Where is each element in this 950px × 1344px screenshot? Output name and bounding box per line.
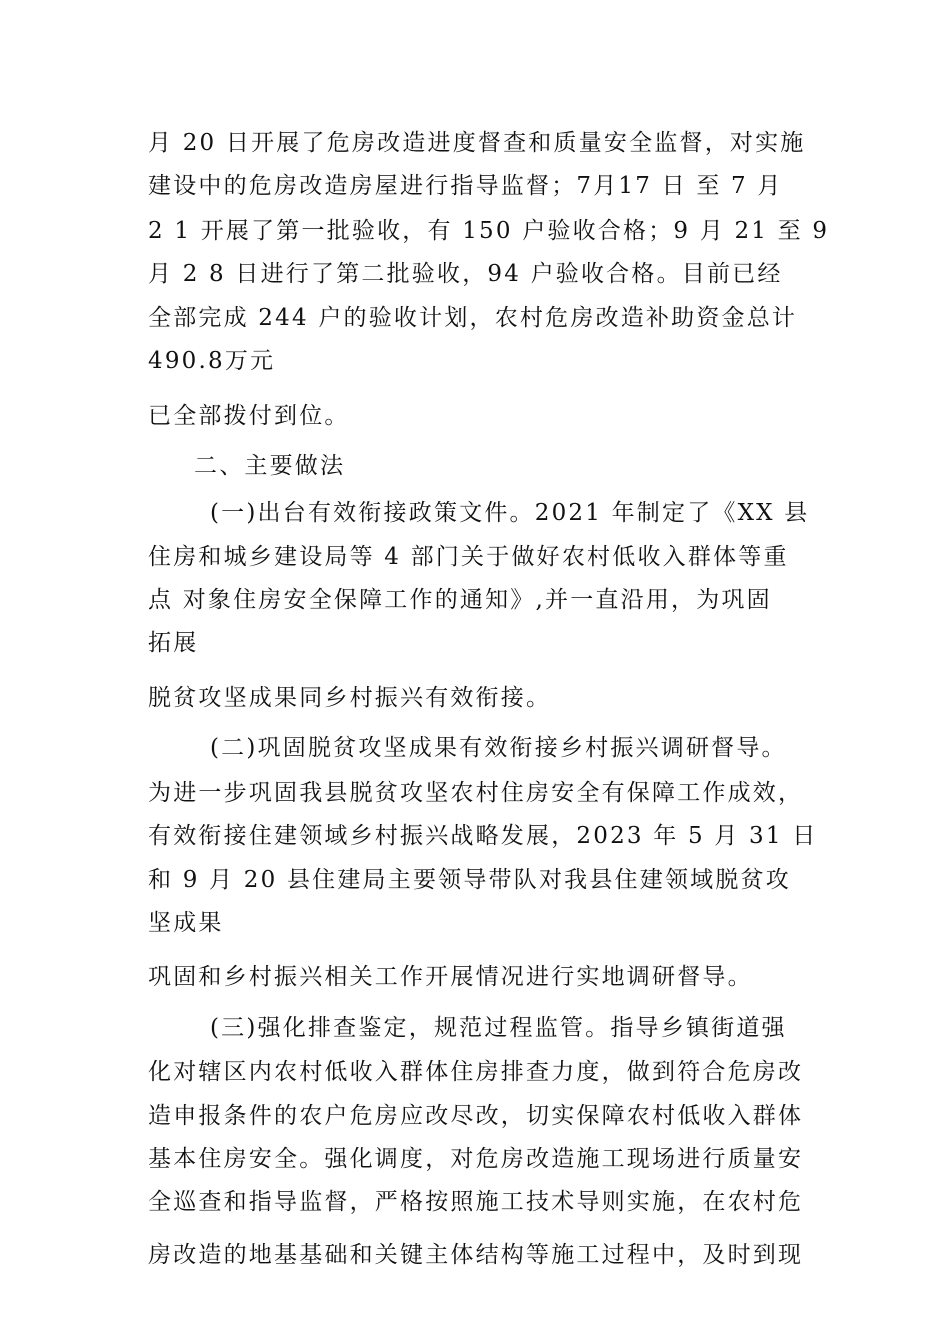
text-line: 月 2 8 日进行了第二批验收，94 户验收合格。目前已经 [148,261,783,287]
text-line: 基本住房安全。强化调度，对危房改造施工现场进行质量安 [148,1146,804,1172]
paragraph-heading: (三)强化排查鉴定，规范过程监管。指导乡镇街道强 [210,1015,787,1041]
section-heading: 二、主要做法 [194,453,346,479]
text-line: 为进一步巩固我县脱贫攻坚农村住房安全有保障工作成效， [148,780,804,806]
text-line: 化对辖区内农村低收入群体住房排查力度，做到符合危房改 [148,1059,804,1085]
text-line: 490.8万元 [148,348,276,374]
text-line: 全部完成 244 户的验收计划，农村危房改造补助资金总计 [148,305,798,331]
text-line: 有效衔接住建领域乡村振兴战略发展，2023 年 5 月 31 日 [148,823,818,849]
paragraph-heading: (一)出台有效衔接政策文件。2021 年制定了《XX 县 [210,500,810,526]
text-line: 已全部拨付到位。 [148,403,350,429]
text-line: 房改造的地基基础和关键主体结构等施工过程中，及时到现 [148,1242,804,1268]
text-line: 脱贫攻坚成果同乡村振兴有效衔接。 [148,685,552,711]
text-line: 建设中的危房改造房屋进行指导监督；7月17 日 至 7 月 [148,173,783,199]
text-line: 月 20 日开展了危房改造进度督查和质量安全监督，对实施 [148,130,806,156]
text-line: 和 9 月 20 县住建局主要领导带队对我县住建领域脱贫攻 [148,867,791,893]
text-line: 2 1 开展了第一批验收，有 150 户验收合格；9 月 21 至 9 [148,218,830,244]
text-line: 全巡查和指导监督，严格按照施工技术导则实施，在农村危 [148,1189,804,1215]
text-line: 住房和城乡建设局等 4 部门关于做好农村低收入群体等重 [148,544,789,570]
text-line: 巩固和乡村振兴相关工作开展情况进行实地调研督导。 [148,964,753,990]
paragraph-heading: (二)巩固脱贫攻坚成果有效衔接乡村振兴调研督导。 [210,735,787,761]
text-line: 坚成果 [148,910,224,936]
text-line: 拓展 [148,630,199,656]
text-line: 造申报条件的农户危房应改尽改，切实保障农村低收入群体 [148,1103,804,1129]
text-line: 点 对象住房安全保障工作的通知》,并一直沿用，为巩固 [148,587,772,613]
